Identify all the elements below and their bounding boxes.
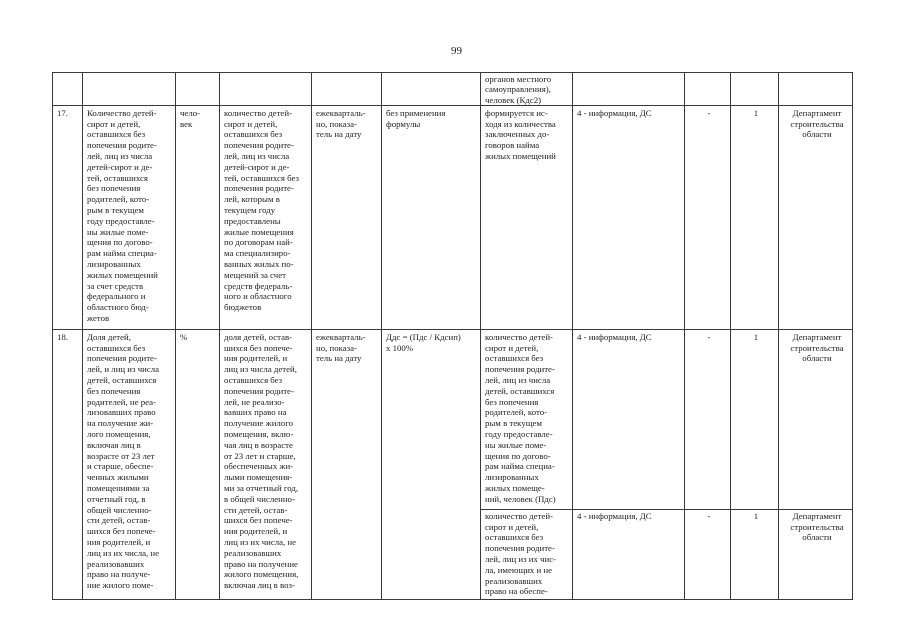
responsible-cell: Департамент строительства области — [779, 105, 853, 329]
unit-cell: % — [176, 329, 220, 599]
periodicity-cell: ежекварталь- но, показа- тель на дату — [312, 105, 382, 329]
table-row-18 — [53, 329, 853, 509]
column-10-cell: 1 — [731, 509, 779, 599]
formula-cell: Ддс = (Пдс / Кдсип) х 100% — [382, 329, 481, 599]
unit-cell: чело- век — [176, 105, 220, 329]
responsible-cell: Департамент строительства области — [779, 329, 853, 509]
column-9-cell: - — [685, 509, 731, 599]
periodicity-cell: ежекварталь- но, показа- тель на дату — [312, 329, 382, 599]
empty-cell — [382, 73, 481, 106]
empty-cell — [53, 73, 83, 106]
basic-indicators-cell: количество детей- сирот и детей, оставшихся без попечения родите- лей, лиц из числа детей, оставшихся без попечения родителей, кото- рым в текущем году предоставле- ны жилые поме- щения по догово- рам найма специа- лизированных жилых помеще- ний, человек (Пдс) — [481, 329, 573, 509]
formula-cell: без применения формулы — [382, 105, 481, 329]
column-9-cell: - — [685, 105, 731, 329]
table-row-17 — [53, 105, 853, 329]
row-number-cell: 17. — [53, 105, 83, 329]
basic-indicators-cell: количество детей- сирот и детей, оставшихся без попечения родите- лей, лиц из их чис- ла, имеющих и не реализовавших право на обеспе- — [481, 509, 573, 599]
indicator-name-cell: Количество детей- сирот и детей, оставшихся без попечения родите- лей, лиц из числа детей-сирот и де- тей, оставшихся без попечения родителей, кото- рым в текущем году предоставле- ны жилые поме- щения по догово- рам найма специа- лизированных жилых помещений за счет средств федерального и областного бюд- жетов — [83, 105, 176, 329]
collection-method-cell: 4 - информация, ДС — [573, 329, 685, 509]
basic-indicators-cell: формируется ис- ходя из количества заключенных до- говоров найма жилых помещений — [481, 105, 573, 329]
page-number: 99 — [451, 45, 462, 57]
definition-cell: количество детей- сирот и детей, оставшихся без попечения родите- лей, лиц из числа детей-сирот и де- тей, оставшихся без попечения родите- лей, которым в текущем году предоставлены жилые помещения по договорам най- ма специализиро- ванных жилых по- мещений за счет средств федераль- ного и областного бюджетов — [220, 105, 312, 329]
empty-cell — [779, 73, 853, 106]
empty-cell — [176, 73, 220, 106]
responsible-cell: Департамент строительства области — [779, 509, 853, 599]
indicators-table — [52, 72, 853, 600]
basic-indicators-cell: органов местного самоуправления), человек (Кдс2) — [481, 73, 573, 106]
collection-method-cell: 4 - информация, ДС — [573, 105, 685, 329]
indicator-name-cell: Доля детей, оставшихся без попечения родите- лей, и лиц из числа детей, оставшихся без попечения родителей, не реа- лизовавших право на получение жи- лого помещения, включая лиц в возрасте от 23 лет и старше, обеспе- ченных жилыми помещениями за отчетный год, в общей численно- сти детей, остав- шихся без попече- ния родителей, и лиц из их числа, не реализовавших право на получе- ние жилого поме- — [83, 329, 176, 599]
column-10-cell: 1 — [731, 105, 779, 329]
empty-cell — [731, 73, 779, 106]
empty-cell — [312, 73, 382, 106]
row-number-cell: 18. — [53, 329, 83, 599]
empty-cell — [83, 73, 176, 106]
collection-method-cell: 4 - информация, ДС — [573, 509, 685, 599]
column-10-cell: 1 — [731, 329, 779, 509]
definition-cell: доля детей, остав- шихся без попече- ния родителей, и лиц из числа детей, оставшихся без попечения родите- лей, не реализо- вавших право на получение жилого помещения, вклю- чая лиц в возрасте от 23 лет и старше, обеспеченных жи- лыми помещения- ми за отчетный год, в общей численно- сти детей, остав- шихся без попече- ния родителей, и лиц из их числа, не реализовавших право на получение жилого помещения, включая лиц в воз- — [220, 329, 312, 599]
empty-cell — [220, 73, 312, 106]
empty-cell — [573, 73, 685, 106]
empty-cell — [685, 73, 731, 106]
column-9-cell: - — [685, 329, 731, 509]
table-row-continuation — [53, 73, 853, 106]
